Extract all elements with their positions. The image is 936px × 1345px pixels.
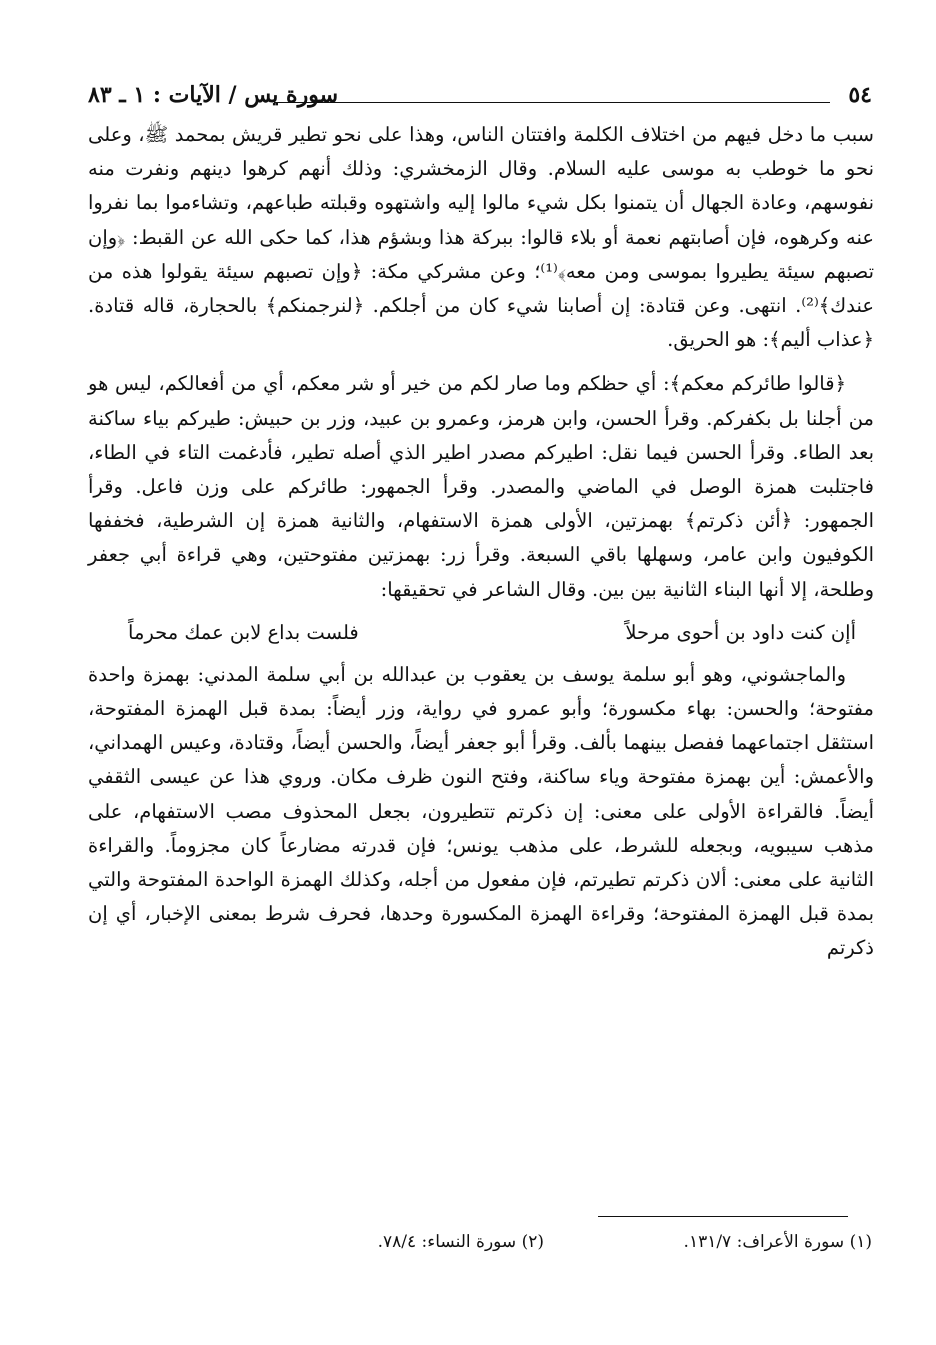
verse-first-hemistich: أإن كنت داود بن أحوى مرحلاً [625, 620, 856, 644]
page-number: ٥٤ [848, 82, 872, 108]
verse-second-hemistich: فلست بداع لابن عمك محرماً [128, 620, 359, 644]
footnote-rule [598, 1216, 848, 1217]
page-body [88, 82, 874, 966]
paragraph-1: سبب ما دخل فيهم من اختلاف الكلمة وافتتان الناس، وهذا على نحو تطير قريش بمحمد ﷺ، وعلى نحو ما خوطب به موسى عليه السلام. وقال الزمخشري: وذلك أنهم كرهوا دينهم ونفرت منه نفوسهم، وعادة الجهال أن يتمنوا بكل شيء مالوا إليه واشتهوه وقبلته طباعهم، وتشاءموا بما نفروا عنه وكرهوه، فإن أصابتهم نعمة أو بلاء قالوا: ببركة هذا وبشؤم هذا، كما حكى الله عن القبط: ﴿وإن تصبهم سيئة يطيروا بموسى ومن معه﴾⁽¹⁾؛ وعن مشركي مكة: ﴿وإن تصبهم سيئة يقولوا هذه من عندك﴾⁽²⁾. انتهى. وعن قتادة: إن أصابنا شيء كان من أجلكم. ﴿لنرجمنكم﴾ بالحجارة، قاله قتادة. ﴿عذاب أليم﴾: هو الحريق. [88, 123, 874, 352]
poetry-verse [88, 621, 874, 644]
footnote-1: (١) سورة الأعراف: ١٣١/٧. [683, 1232, 872, 1252]
paragraph-3: والماجشوني، وهو أبو سلمة يوسف بن يعقوب بن عبدالله بن أبي سلمة المدني: بهمزة واحدة مفتوحة؛ والحسن: بهاء مكسورة؛ وأبو عمرو في رواية، وزر أيضاً: بمدة قبل الهمزة المفتوحة، استثقل اجتماعهما ففصل بينهما بألف. وقرأ أبو جعفر أيضاً، والحسن أيضاً، وقتادة، وعيس الهمداني، والأعمش: أين بهمزة مفتوحة وياء ساكنة، وفتح النون ظرف مكان. وروي هذا عن عيسى الثقفي أيضاً. فالقراءة الأولى على معنى: إن ذكرتم تتطيرون، بجعل المحذوف مصب الاستفهام، على مذهب سيبويه، وبجعله للشرط، على مذهب يونس؛ فإن قدرته مضارعاً كان مجزوماً. والقراءة الثانية على معنى: ألان ذكرتم تطيرتم، فإن مفعول من أجله، وكذلك الهمزة الواحدة المفتوحة والتي بمدة قبل الهمزة المفتوحة؛ وقراءة الهمزة المكسورة وحدها، فحرف شرط بمعنى الإخبار، أي إن ذكرتم [88, 662, 874, 960]
paragraph-2: ﴿قالوا طائركم معكم﴾: أي حظكم وما صار لكم من خير أو شر معكم، أي من أفعالكم، ليس هو من أجلنا بل بكفركم. وقرأ الحسن، وابن هرمز، وعمرو بن عبيد، وزر بن حبيش: طيركم بياء ساكنة بعد الطاء. وقرأ الحسن فيما نقل: اطيركم مصدر اطير الذي أصله تطير، فأدغمت التاء في الطاء، فاجتلبت همزة الوصل في الماضي والمصدر. وقرأ الجمهور: طائركم على وزن فاعل. وقرأ الجمهور: ﴿أئن ذكرتم﴾ بهمزتين، الأولى همزة الاستفهام، والثانية همزة إن الشرطية، فخففها الكوفيون وابن عامر، وسهلها باقي السبعة. وقرأ زر: بهمزتين مفتوحتين، وهي قراءة أبي جعفر وطلحة، إلا أنها البناء الثانية بين بين. وقال الشاعر في تحقيقها: [88, 372, 874, 601]
running-header [88, 82, 874, 116]
footnote-2: (٢) سورة النساء: ٧٨/٤. [377, 1232, 544, 1252]
header-rule [274, 102, 830, 103]
running-title: سورة يس / الآيات : ١ ـ ٨٣ [88, 82, 339, 108]
